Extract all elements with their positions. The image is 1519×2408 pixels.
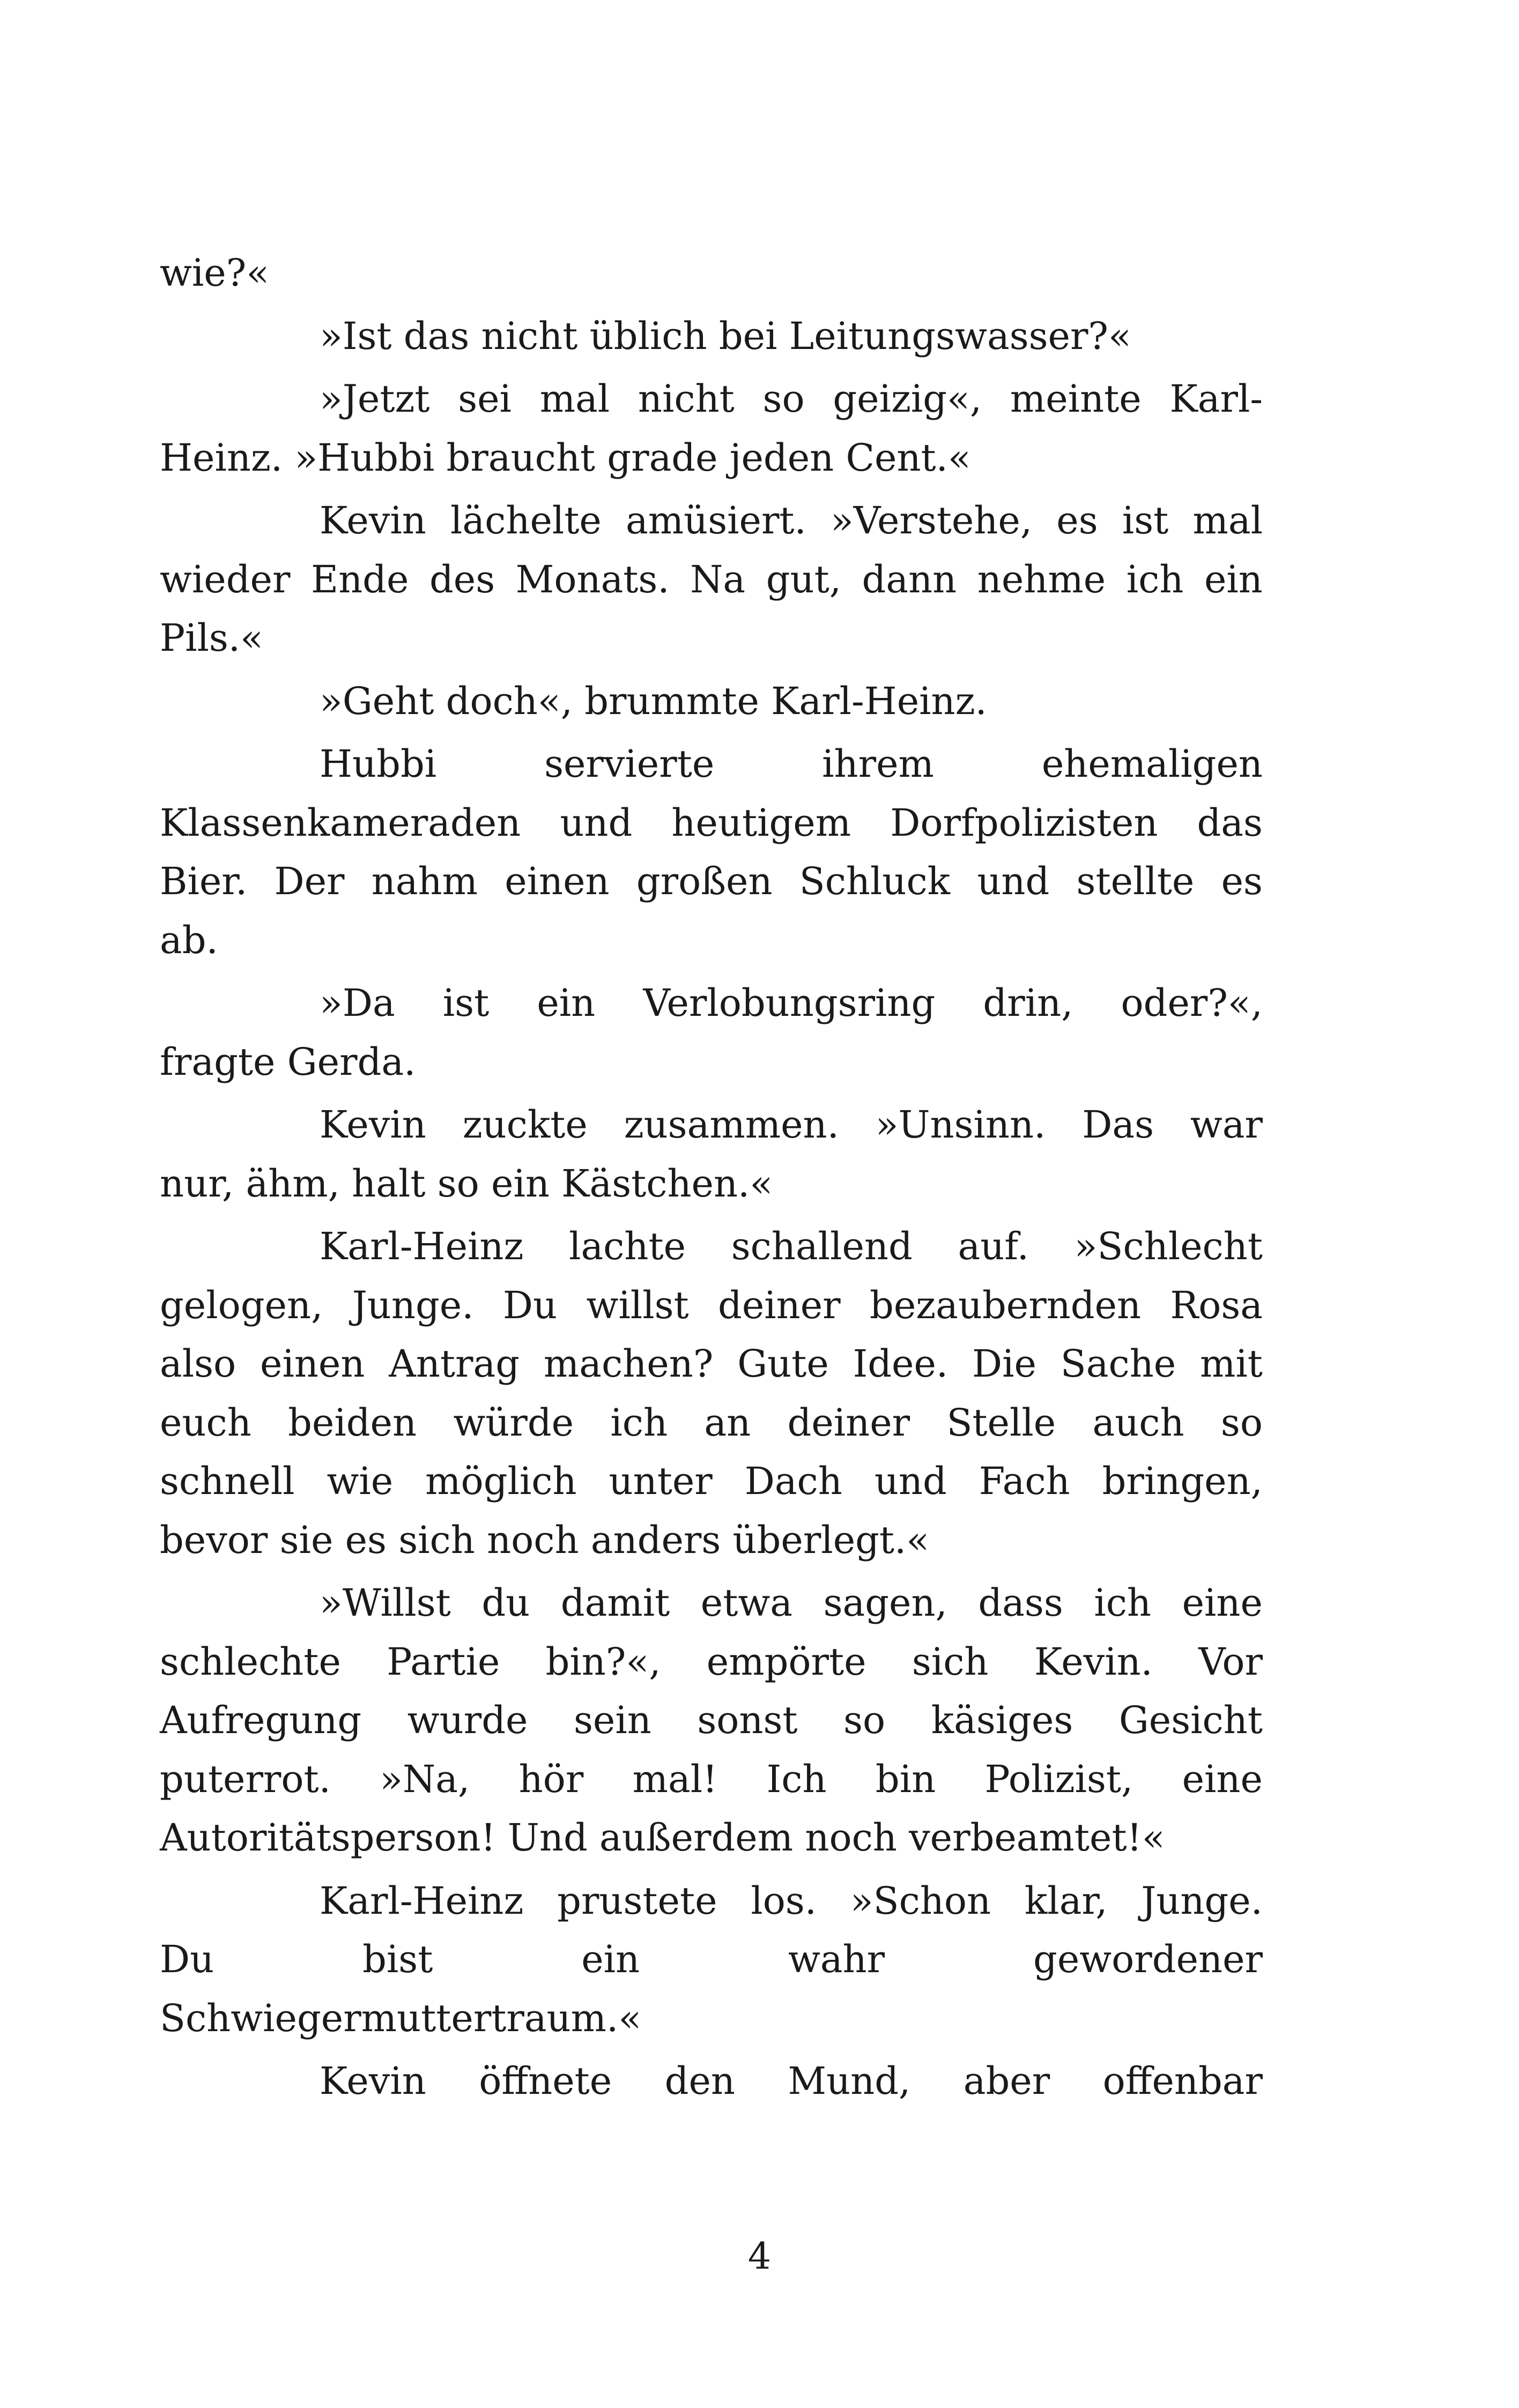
word: Verlobungsring (643, 981, 936, 1025)
word: das (1197, 800, 1263, 845)
word: deiner (787, 1400, 910, 1445)
word: bezaubernden (870, 1283, 1142, 1327)
word: Kevin (320, 2059, 426, 2103)
word: Polizist, (984, 1757, 1133, 1801)
word: wieder (160, 557, 291, 601)
word: machen? (543, 1342, 714, 1386)
text-line (160, 1096, 1263, 1155)
page-number: 4 (747, 2235, 772, 2278)
word: deiner (718, 1283, 841, 1327)
word: Antrag (389, 1342, 520, 1386)
word: Bier. (160, 859, 248, 903)
word: bringen, (1102, 1459, 1263, 1503)
word: möglich (425, 1459, 577, 1503)
text-line (160, 1930, 1263, 1989)
word: Fach (979, 1459, 1070, 1503)
word: »Da (320, 981, 395, 1025)
word: schlechte (160, 1639, 341, 1684)
word: lachte (569, 1224, 686, 1268)
word: Idee. (853, 1342, 949, 1386)
word: Kevin. (1034, 1639, 1153, 1684)
word: und (977, 859, 1050, 903)
word: ich (1126, 557, 1184, 601)
word: nahm (371, 859, 478, 903)
word: schallend (731, 1224, 913, 1268)
text-line (160, 1394, 1263, 1453)
word: großen (636, 859, 773, 903)
word: ein (1204, 557, 1263, 601)
word: heutigem (671, 800, 851, 845)
word: oder?«, (1121, 981, 1263, 1025)
word: bin?«, (545, 1639, 661, 1684)
word: einen (260, 1342, 365, 1386)
word: und (874, 1459, 947, 1503)
word: bist (362, 1937, 433, 1981)
word: öffnete (479, 2059, 612, 2103)
word: gewordener (1033, 1937, 1263, 1981)
word: mal (539, 377, 610, 421)
word: euch (160, 1400, 251, 1445)
text-line: Heinz. »Hubbi braucht grade jeden Cent.« (160, 435, 971, 480)
text-line: bevor sie es sich noch anders überlegt.« (160, 1518, 930, 1562)
word: »Na, (380, 1757, 470, 1801)
word: und (560, 800, 633, 845)
word: sagen, (823, 1581, 947, 1625)
word: Gesicht (1118, 1698, 1263, 1742)
word: Du (502, 1283, 558, 1327)
word: an (704, 1400, 751, 1445)
word: Du (160, 1937, 214, 1981)
text-line (160, 735, 1263, 794)
word: Kevin (320, 1103, 426, 1147)
word: ein (537, 981, 596, 1025)
word: wahr (788, 1937, 885, 1981)
word: »Willst (320, 1581, 451, 1625)
word: sich (912, 1639, 989, 1684)
word: bin (875, 1757, 936, 1801)
word: ist (442, 981, 490, 1025)
word: hör (518, 1757, 584, 1801)
word: du (481, 1581, 530, 1625)
word: drin, (983, 981, 1073, 1025)
text-line (160, 1750, 1263, 1809)
word: gelogen, (160, 1283, 323, 1327)
word: Karl- (1169, 377, 1263, 421)
word: also (160, 1342, 236, 1386)
word: Schluck (799, 859, 951, 903)
word: nehme (977, 557, 1106, 601)
word: »Verstehe, (830, 499, 1033, 542)
word: Ende (310, 557, 409, 601)
text-line: ab. (160, 918, 218, 962)
word: »Unsinn. (875, 1103, 1046, 1147)
text-line: »Ist das nicht üblich bei Leitungswasser?« (320, 314, 1131, 358)
word: prustete (557, 1878, 717, 1923)
word: Monats. (515, 557, 670, 601)
word: so (843, 1698, 886, 1742)
word: stellte (1076, 859, 1195, 903)
word: eine (1182, 1757, 1263, 1801)
word: Mund, (788, 2059, 911, 2103)
word: mit (1200, 1342, 1263, 1386)
word: lächelte (450, 499, 602, 542)
word: zusammen. (624, 1103, 839, 1147)
text-line (160, 1335, 1263, 1394)
word: Dorfpolizisten (890, 800, 1158, 845)
word: mal (1192, 499, 1263, 542)
text-line (160, 852, 1263, 911)
word: sonst (697, 1698, 798, 1742)
text-line (160, 974, 1263, 1033)
text-line (160, 370, 1263, 429)
word: den (664, 2059, 735, 2103)
word: eine (1182, 1581, 1263, 1625)
word: war (1190, 1103, 1263, 1147)
word: unter (609, 1459, 713, 1503)
text-line: »Geht doch«, brummte Karl-Heinz. (320, 679, 987, 723)
word: klar, (1024, 1878, 1108, 1923)
word: mal! (632, 1757, 718, 1801)
word: nicht (638, 377, 735, 421)
text-line (160, 1217, 1263, 1276)
word: wie (327, 1459, 394, 1503)
text-line: fragte Gerda. (160, 1039, 416, 1084)
word: offenbar (1102, 2059, 1263, 2103)
word: Vor (1198, 1639, 1263, 1684)
word: auch (1092, 1400, 1184, 1445)
word: etwa (700, 1581, 793, 1625)
word: »Schon (850, 1878, 991, 1923)
word: schnell (160, 1459, 295, 1503)
word: ich (610, 1400, 668, 1445)
word: so (1220, 1400, 1263, 1445)
word: aber (963, 2059, 1050, 2103)
word: Dach (744, 1459, 842, 1503)
text-line (160, 492, 1263, 551)
word: Das (1082, 1103, 1154, 1147)
word: sein (573, 1698, 651, 1742)
word: einen (505, 859, 610, 903)
word: geizig«, (833, 377, 982, 421)
word: servierte (544, 742, 715, 786)
word: Hubbi (320, 742, 437, 786)
word: es (1056, 499, 1098, 542)
word: auf. (958, 1224, 1029, 1268)
word: wurde (407, 1698, 528, 1742)
word: Stelle (946, 1400, 1056, 1445)
word: zuckte (462, 1103, 588, 1147)
word: Junge. (1141, 1878, 1263, 1923)
text-line: nur, ähm, halt so ein Kästchen.« (160, 1161, 773, 1206)
word: würde (453, 1400, 574, 1445)
word: »Jetzt (320, 377, 430, 421)
text-line (160, 1691, 1263, 1750)
word: Rosa (1170, 1283, 1263, 1327)
word: ehemaligen (1041, 742, 1263, 786)
word: Ich (766, 1757, 827, 1801)
word: sei (458, 377, 512, 421)
word: damit (560, 1581, 670, 1625)
word: gut, (766, 557, 841, 601)
word: ihrem (822, 742, 934, 786)
word: empörte (706, 1639, 866, 1684)
word: willst (586, 1283, 689, 1327)
text-line (160, 1574, 1263, 1633)
word: »Schlecht (1074, 1224, 1263, 1268)
text-line: Autoritätsperson! Und außerdem noch verbeamtet!« (160, 1816, 1165, 1860)
word: Na (690, 557, 746, 601)
word: meinte (1010, 377, 1142, 421)
text-line (160, 1633, 1263, 1692)
word: ein (581, 1937, 640, 1981)
page-body-text (160, 244, 1263, 2111)
word: los. (751, 1878, 817, 1923)
word: Partie (387, 1639, 500, 1684)
text-line (160, 1276, 1263, 1335)
text-line (160, 551, 1263, 610)
text-line: wie?« (160, 251, 270, 295)
word: dann (862, 557, 957, 601)
word: Aufregung (160, 1698, 362, 1742)
word: beiden (288, 1400, 417, 1445)
word: Der (274, 859, 345, 903)
word: Junge. (352, 1283, 474, 1327)
text-line: Schwiegermuttertraum.« (160, 1996, 642, 2040)
text-line: Pils.« (160, 616, 263, 660)
text-line (160, 1872, 1263, 1931)
text-line (160, 1452, 1263, 1511)
word: Kevin (320, 499, 426, 542)
word: des (429, 557, 495, 601)
word: Die (972, 1342, 1036, 1386)
text-line (160, 794, 1263, 853)
text-line (160, 2052, 1263, 2111)
word: so (762, 377, 805, 421)
word: käsiges (931, 1698, 1073, 1742)
word: Karl-Heinz (320, 1878, 524, 1923)
word: es (1221, 859, 1263, 903)
word: Sache (1060, 1342, 1176, 1386)
word: ich (1094, 1581, 1152, 1625)
word: Karl-Heinz (320, 1224, 524, 1268)
word: Gute (737, 1342, 829, 1386)
word: dass (978, 1581, 1063, 1625)
word: amüsiert. (626, 499, 806, 542)
word: Klassenkameraden (160, 800, 521, 845)
word: ist (1122, 499, 1169, 542)
word: puterrot. (160, 1757, 331, 1801)
